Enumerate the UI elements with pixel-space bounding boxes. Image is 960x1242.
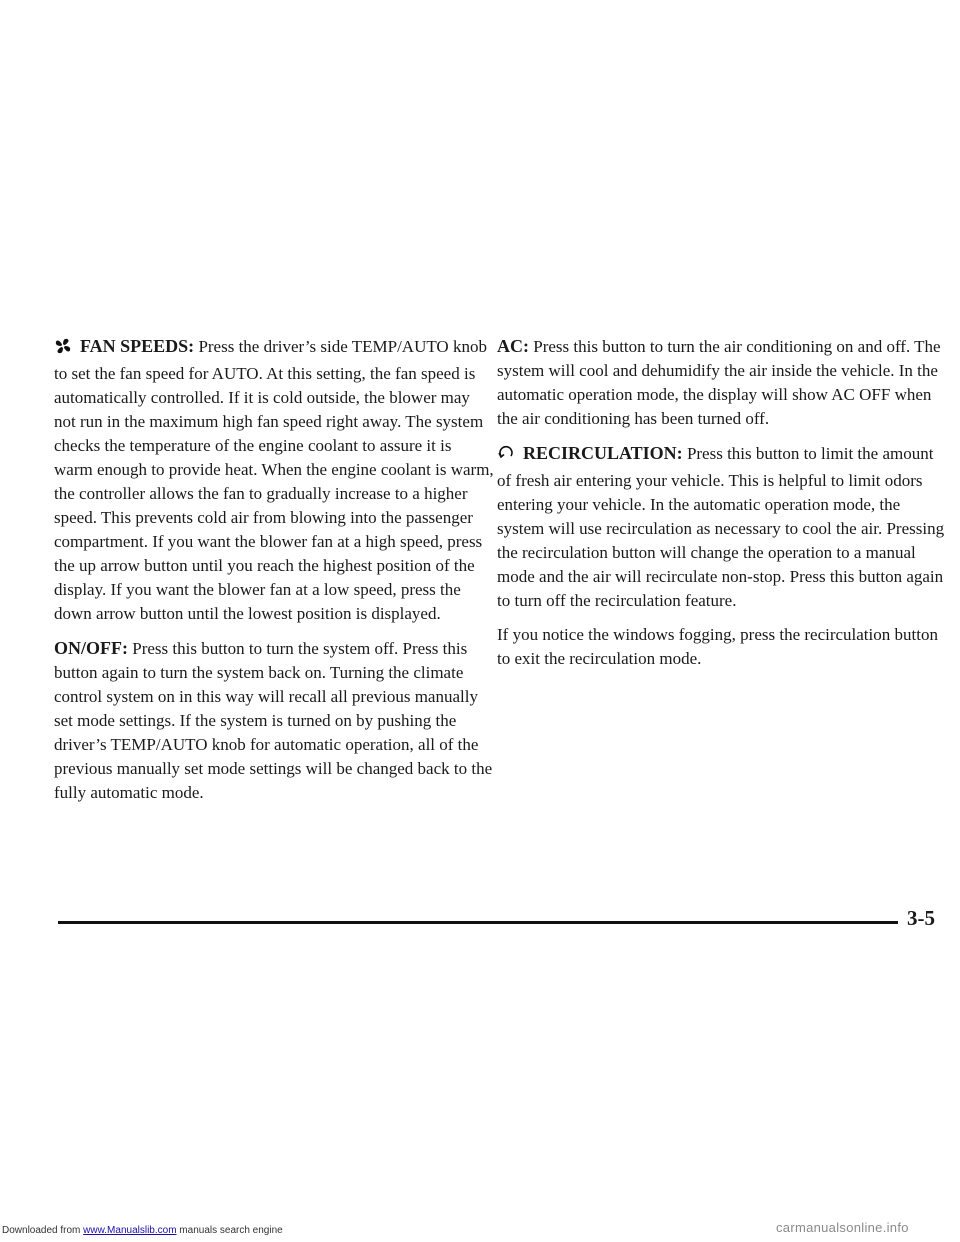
watermark-prefix: Downloaded from <box>2 1225 84 1236</box>
recirculation-paragraph <box>497 441 949 613</box>
manualslib-link[interactable]: www.Manualslib.com <box>83 1225 177 1236</box>
ac-text: Press this button to turn the air conditioning on and off. The system will cool and dehumidify the air inside the vehicle. In the automatic operation mode, the display will show AC OFF when the air conditioning has been turned off. <box>497 337 941 428</box>
footer-site: carmanualsonline.info <box>776 1220 909 1235</box>
ac-heading: AC: <box>497 336 529 356</box>
right-column <box>497 334 949 681</box>
fan-speeds-text: Press the driver’s side TEMP/AUTO knob to set the fan speed for AUTO. At this setting, the fan speed is automatically controlled. If it is cold outside, the blower may not run in the maximum high fan speed right away. The system checks the temperature of the engine coolant to assure it is warm enough to provide heat. When the engine coolant is warm, the controller allows the fan to gradually increase to a higher speed. This prevents cold air from blowing into the passenger compartment. If you want the blower fan at a high speed, press the up arrow button until you reach the highest position of the display. If you want the blower fan at a low speed, press the down arrow button until the lowest position is displayed. <box>54 337 494 623</box>
recirculation-icon <box>497 444 515 469</box>
download-watermark <box>2 1224 283 1238</box>
on-off-text: Press this button to turn the system off. Press this button again to turn the system back on. Turning the climate control system on in this way will recall all previous manually set mode settings. If the system is turned on by pushing the driver’s TEMP/AUTO knob for automatic operation, all of the previous manually set mode settings will be changed back to the fully automatic mode. <box>54 639 493 802</box>
on-off-heading: ON/OFF: <box>54 638 128 658</box>
on-off-paragraph <box>54 636 494 805</box>
footer-rule <box>58 921 898 924</box>
recirculation-heading: RECIRCULATION: <box>523 443 683 463</box>
fan-speeds-heading: FAN SPEEDS: <box>80 336 195 356</box>
watermark-suffix: manuals search engine <box>176 1225 283 1236</box>
fan-speeds-paragraph <box>54 334 494 626</box>
recirculation-text: Press this button to limit the amount of fresh air entering your vehicle. This is helpful to limit odors entering your vehicle. In the automatic operation mode, the system will use recirculation as necessary to cool the air. Pressing the recirculation button will change the operation to a manual mode and the air will recirculate non-stop. Press this button again to turn off the recirculation feature. <box>497 444 945 610</box>
ac-paragraph <box>497 334 949 431</box>
left-column <box>54 334 494 815</box>
fogging-note: If you notice the windows fogging, press the recirculation button to exit the recirculation mode. <box>497 625 938 668</box>
fan-icon <box>54 337 72 362</box>
page-number: 3-5 <box>907 906 935 930</box>
